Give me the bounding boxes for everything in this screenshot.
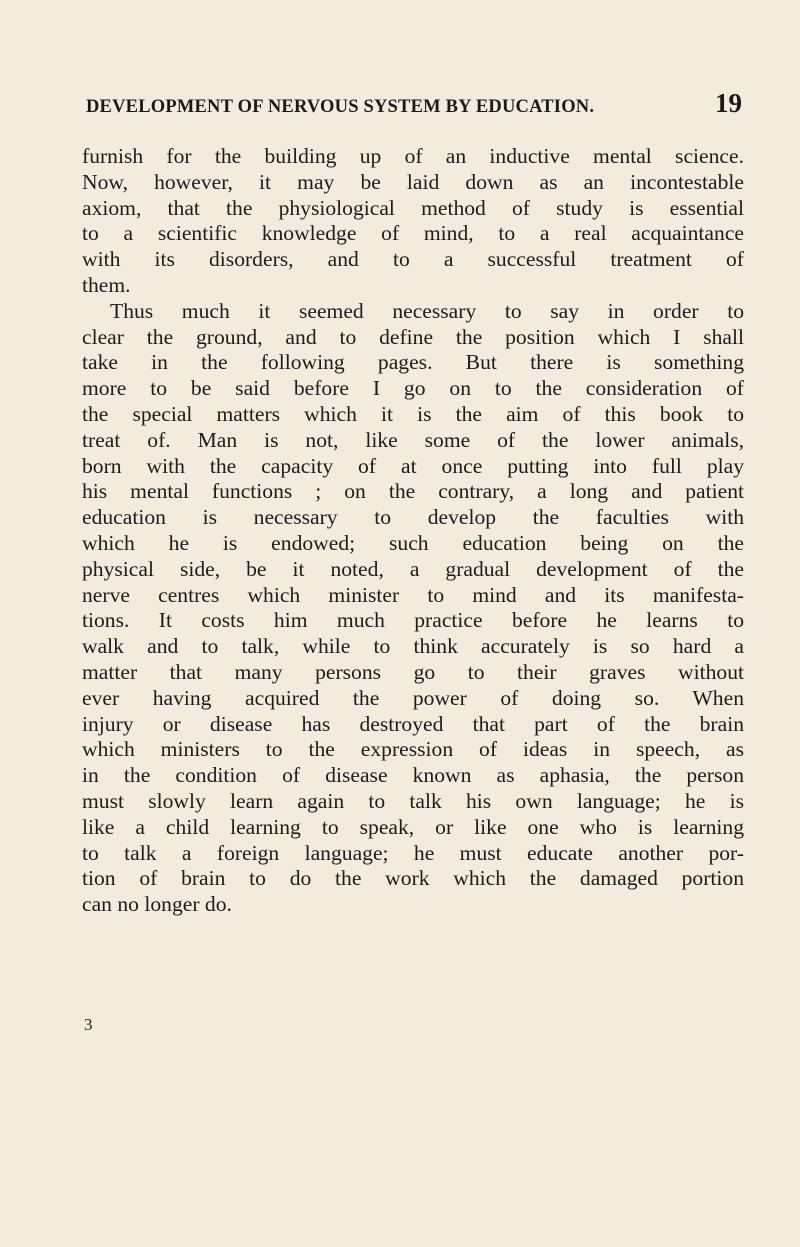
text-line: injury or disease has destroyed that part of the brain	[82, 711, 744, 736]
text-line: Thus much it seemed necessary to say in order to	[110, 298, 744, 323]
text-line: tions. It costs him much practice before he learns to	[82, 608, 744, 633]
signature-mark: 3	[84, 1015, 93, 1034]
running-head	[86, 88, 746, 126]
text-line: more to be said before I go on to the consideration of	[82, 376, 744, 401]
body-text	[82, 144, 744, 918]
page-number: 19	[715, 88, 742, 118]
text-line: treat of. Man is not, like some of the lower animals,	[82, 427, 744, 452]
text-line: furnish for the building up of an inductive mental science.	[82, 144, 744, 168]
text-line: which he is endowed; such education being on the	[82, 530, 744, 555]
text-line: ever having acquired the power of doing so. When	[82, 685, 744, 710]
text-line: to talk a foreign language; he must educate another por-	[82, 840, 744, 865]
text-line: axiom, that the physiological method of study is essential	[82, 195, 744, 220]
text-line: like a child learning to speak, or like one who is learning	[82, 814, 744, 839]
text-line: in the condition of disease known as aphasia, the person	[82, 763, 744, 788]
text-line: which ministers to the expression of ideas in speech, as	[82, 737, 744, 762]
text-line: born with the capacity of at once putting into full play	[82, 453, 744, 478]
text-line: must slowly learn again to talk his own language; he is	[82, 788, 744, 813]
text-line: clear the ground, and to define the position which I shall	[82, 324, 744, 349]
text-line: Now, however, it may be laid down as an incontestable	[82, 169, 744, 194]
text-line: to a scientific knowledge of mind, to a real acquaintance	[82, 221, 744, 246]
text-line: walk and to talk, while to think accurately is so hard a	[82, 634, 744, 659]
text-line: matter that many persons go to their graves without	[82, 659, 744, 684]
text-line: his mental functions ; on the contrary, a long and patient	[82, 479, 744, 504]
text-line: can no longer do.	[82, 892, 232, 917]
text-line: the special matters which it is the aim of this book to	[82, 401, 744, 426]
text-line: them.	[82, 272, 131, 297]
text-line: with its disorders, and to a successful treatment of	[82, 247, 744, 272]
text-line: education is necessary to develop the faculties with	[82, 505, 744, 530]
running-title: DEVELOPMENT OF NERVOUS SYSTEM BY EDUCATION.	[86, 97, 595, 117]
text-line: physical side, be it noted, a gradual development of the	[82, 556, 744, 581]
text-line: tion of brain to do the work which the damaged portion	[82, 866, 744, 891]
text-line: take in the following pages. But there is something	[82, 350, 744, 375]
text-line: nerve centres which minister to mind and its manifesta-	[82, 582, 744, 607]
